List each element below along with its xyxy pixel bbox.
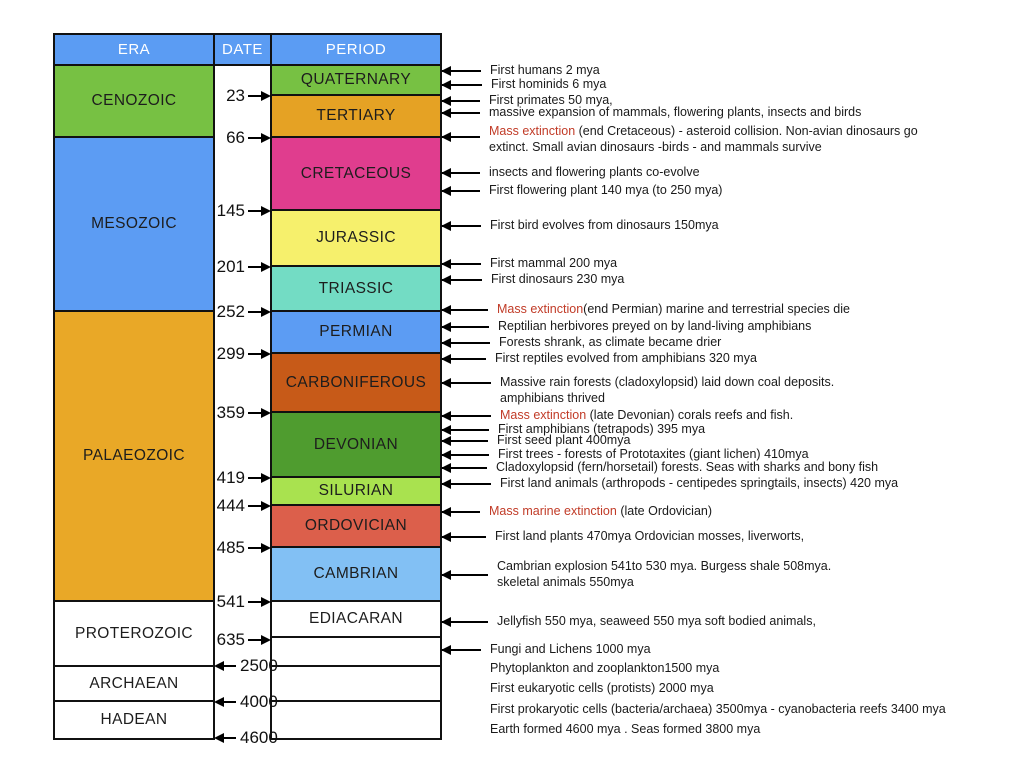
date-arrow-line xyxy=(248,477,261,479)
annotation-line: Mass extinction (end Cretaceous) - asteroid collision. Non-avian dinosaurs go xyxy=(489,124,918,138)
annotation-line: Earth formed 4600 mya . Seas formed 3800 mya xyxy=(490,722,761,736)
annotation-red-text: Mass extinction xyxy=(500,408,590,422)
arrow-right-icon xyxy=(261,597,271,607)
date-value: 4600 xyxy=(240,728,278,747)
annotation xyxy=(500,476,898,492)
annotation-line: First seed plant 400mya xyxy=(497,433,631,447)
date-value: 419 xyxy=(216,468,245,487)
annotation xyxy=(498,319,811,335)
date-arrow-line xyxy=(248,547,261,549)
annotation-line: First flowering plant 140 mya (to 250 mya) xyxy=(489,183,723,197)
period-label: PERMIAN xyxy=(319,323,393,340)
annotation-line: First land plants 470mya Ordovician mosses, liverworts, xyxy=(495,529,805,543)
era-label: ARCHAEAN xyxy=(89,674,179,692)
annotation-red-text: Mass extinction xyxy=(489,124,579,138)
annotation-arrow-icon xyxy=(442,309,488,311)
period-cell-permian xyxy=(272,312,440,354)
period-cell-ediacaran xyxy=(272,602,440,638)
date-value: 66 xyxy=(226,128,245,147)
era-label: HADEAN xyxy=(100,711,168,728)
annotation-arrow-icon xyxy=(442,621,488,623)
date-marker-419 xyxy=(189,467,271,489)
annotation-arrow-icon xyxy=(442,326,489,328)
annotation-line: First land animals (arthropods - centipedes springtails, insects) 420 mya xyxy=(500,476,899,490)
period-label: CARBONIFEROUS xyxy=(285,373,427,391)
annotation xyxy=(489,105,861,121)
period-cell-blank xyxy=(272,667,440,702)
annotation-line: Fungi and Lichens 1000 mya xyxy=(490,642,651,656)
annotation-line: Mass extinction(end Permian) marine and terrestrial species die xyxy=(497,302,850,316)
annotation-arrow-icon xyxy=(442,511,480,513)
annotation-line: First primates 50 mya, xyxy=(489,93,613,107)
annotation-arrow-icon xyxy=(442,136,480,138)
date-arrow-line xyxy=(248,95,261,97)
date-marker-252 xyxy=(189,301,271,323)
period-label: DEVONIAN xyxy=(313,435,399,453)
arrow-right-icon xyxy=(261,473,271,483)
annotation xyxy=(489,504,712,520)
date-marker-201 xyxy=(189,256,271,278)
era-cell-archaean xyxy=(55,667,213,702)
date-header-label: DATE xyxy=(222,41,263,58)
period-cell-tertiary xyxy=(272,96,440,138)
period-label: SILURIAN xyxy=(318,482,394,499)
annotation-line: First eukaryotic cells (protists) 2000 mya xyxy=(490,681,714,695)
period-header-label: PERIOD xyxy=(325,41,387,58)
annotation-arrow-icon xyxy=(442,172,480,174)
date-value: 359 xyxy=(216,403,245,422)
annotation-arrow-icon xyxy=(442,84,482,86)
period-label: JURASSIC xyxy=(316,229,396,246)
annotation-arrow-icon xyxy=(442,574,488,576)
era-label: PALAEOZOIC xyxy=(83,447,185,464)
annotation-line: extinct. Small avian dinosaurs -birds - and mammals survive xyxy=(489,139,822,154)
annotation-line: First reptiles evolved from amphibians 320 mya xyxy=(495,351,757,365)
date-arrow-line xyxy=(248,266,261,268)
date-arrow-line xyxy=(224,665,236,667)
arrow-left-icon xyxy=(214,697,224,707)
arrow-right-icon xyxy=(261,133,271,143)
annotation xyxy=(490,661,719,677)
date-arrow-line xyxy=(248,210,261,212)
annotation xyxy=(489,124,918,155)
annotation xyxy=(490,702,946,718)
date-value: 485 xyxy=(216,538,245,557)
era-cell-mesozoic xyxy=(55,138,213,312)
annotation-line: First prokaryotic cells (bacteria/archaea) 3500mya - cyanobacteria reefs 3400 mya xyxy=(490,702,946,716)
arrow-right-icon xyxy=(261,408,271,418)
period-cell-cambrian xyxy=(272,548,440,602)
annotation-arrow-icon xyxy=(442,415,491,417)
date-value: 4000 xyxy=(240,692,278,711)
era-label: CENOZOIC xyxy=(91,92,177,109)
arrow-left-icon xyxy=(214,733,224,743)
arrow-left-icon xyxy=(214,661,224,671)
annotation-line: Cladoxylopsid (fern/horsetail) forests. Seas with sharks and bony fish xyxy=(496,460,879,474)
date-arrow-line xyxy=(248,137,261,139)
annotation-line: Reptilian herbivores preyed on by land-living amphibians xyxy=(498,319,812,333)
date-marker-485 xyxy=(189,537,271,559)
date-marker-635 xyxy=(189,629,271,651)
period-label: ORDOVICIAN xyxy=(304,517,408,534)
period-cell-triassic xyxy=(272,267,440,312)
annotation-arrow-icon xyxy=(442,382,491,384)
date-marker-66 xyxy=(189,127,271,149)
annotation-line: First trees - forests of Prototaxites (giant lichen) 410mya xyxy=(498,447,809,461)
period-cell-cretaceous xyxy=(272,138,440,211)
annotation-arrow-icon xyxy=(442,649,481,651)
period-label: CAMBRIAN xyxy=(313,565,399,582)
arrow-right-icon xyxy=(261,307,271,317)
annotation xyxy=(495,351,757,367)
period-cell-devonian xyxy=(272,413,440,478)
annotation-arrow-icon xyxy=(442,100,480,102)
date-value: 2500 xyxy=(240,656,278,675)
period-cell-quaternary xyxy=(272,66,440,96)
annotation-line: skeletal animals 550mya xyxy=(497,574,634,589)
date-arrow-line xyxy=(248,505,261,507)
annotation-line: Forests shrank, as climate became drier xyxy=(499,335,722,349)
annotation-line: First amphibians (tetrapods) 395 mya xyxy=(498,422,706,436)
date-marker-444 xyxy=(189,495,271,517)
period-cell-blank xyxy=(272,702,440,738)
date-value: 145 xyxy=(216,201,245,220)
annotation xyxy=(499,335,721,351)
date-marker-541 xyxy=(189,591,271,613)
arrow-right-icon xyxy=(261,91,271,101)
date-header xyxy=(215,33,270,66)
period-cell-blank xyxy=(272,638,440,667)
date-arrow-line xyxy=(224,701,236,703)
era-cell-hadean xyxy=(55,702,213,738)
annotation-arrow-icon xyxy=(442,467,487,469)
arrow-right-icon xyxy=(261,262,271,272)
era-label: MESOZOIC xyxy=(91,215,177,232)
annotation-red-text: Mass marine extinction xyxy=(489,504,621,518)
arrow-right-icon xyxy=(261,349,271,359)
era-header-label: ERA xyxy=(117,41,151,58)
date-marker-4600 xyxy=(214,727,278,749)
arrow-right-icon xyxy=(261,543,271,553)
annotation-arrow-icon xyxy=(442,112,480,114)
period-column xyxy=(270,33,442,740)
date-arrow-line xyxy=(248,412,261,414)
annotation-arrow-icon xyxy=(442,342,490,344)
period-cell-ordovician xyxy=(272,506,440,548)
period-label: CRETACEOUS xyxy=(300,164,412,182)
date-marker-2500 xyxy=(214,655,278,677)
date-marker-23 xyxy=(189,85,271,107)
arrow-right-icon xyxy=(261,501,271,511)
annotation-arrow-icon xyxy=(442,225,481,227)
date-value: 444 xyxy=(216,496,245,515)
annotation-arrow-icon xyxy=(442,70,481,72)
date-value: 252 xyxy=(216,302,245,321)
annotation-line: Massive rain forests (cladoxylopsid) laid down coal deposits. xyxy=(500,375,835,389)
annotation xyxy=(491,77,606,93)
annotation xyxy=(491,272,624,288)
arrow-right-icon xyxy=(261,635,271,645)
period-header xyxy=(272,35,440,66)
annotation-red-text: Mass extinction xyxy=(497,302,584,316)
date-value: 299 xyxy=(216,344,245,363)
annotation-arrow-icon xyxy=(442,536,486,538)
annotation-arrow-icon xyxy=(442,263,481,265)
date-marker-145 xyxy=(189,200,271,222)
annotation-arrow-icon xyxy=(442,358,486,360)
annotation-arrow-icon xyxy=(442,429,489,431)
annotation-line: First humans 2 mya xyxy=(490,63,600,77)
annotation xyxy=(490,642,651,658)
period-cell-carboniferous xyxy=(272,354,440,413)
annotation xyxy=(496,460,878,476)
annotation xyxy=(497,302,850,318)
annotation-line: amphibians thrived xyxy=(500,390,605,405)
annotation-arrow-icon xyxy=(442,454,489,456)
annotation-line: massive expansion of mammals, flowering plants, insects and birds xyxy=(489,105,862,119)
date-value: 23 xyxy=(226,86,245,105)
annotation-line: insects and flowering plants co-evolve xyxy=(489,165,700,179)
era-header xyxy=(55,35,213,66)
annotation-arrow-icon xyxy=(442,440,488,442)
annotation-line: First dinosaurs 230 mya xyxy=(491,272,625,286)
annotation-line: Mass extinction (late Devonian) corals reefs and fish. xyxy=(500,408,794,422)
annotation-line: Jellyfish 550 mya, seaweed 550 mya soft bodied animals, xyxy=(497,614,816,628)
annotation xyxy=(489,165,700,181)
annotation xyxy=(497,559,831,590)
annotation-arrow-icon xyxy=(442,483,491,485)
date-arrow-line xyxy=(248,311,261,313)
annotation-line: First mammal 200 mya xyxy=(490,256,618,270)
date-value: 635 xyxy=(216,630,245,649)
date-value: 201 xyxy=(216,257,245,276)
annotation xyxy=(490,722,760,738)
date-marker-299 xyxy=(189,343,271,365)
annotation xyxy=(500,375,834,406)
annotation xyxy=(490,256,617,272)
arrow-right-icon xyxy=(261,206,271,216)
period-label: QUATERNARY xyxy=(300,71,412,88)
annotation xyxy=(497,614,816,630)
annotation xyxy=(489,183,722,199)
annotation-arrow-icon xyxy=(442,279,482,281)
annotation-line: Mass marine extinction (late Ordovician) xyxy=(489,504,713,518)
annotation xyxy=(490,681,714,697)
period-label: TRIASSIC xyxy=(318,279,394,297)
annotation xyxy=(490,218,719,234)
date-arrow-line xyxy=(248,639,261,641)
annotation-line: Phytoplankton and zooplankton1500 mya xyxy=(490,661,720,675)
annotation xyxy=(495,529,804,545)
period-cell-silurian xyxy=(272,478,440,506)
date-arrow-line xyxy=(248,601,261,603)
date-value: 541 xyxy=(216,592,245,611)
period-label: EDIACARAN xyxy=(308,610,404,627)
date-marker-4000 xyxy=(214,691,278,713)
period-cell-jurassic xyxy=(272,211,440,267)
annotation-arrow-icon xyxy=(442,190,480,192)
annotation-line: First bird evolves from dinosaurs 150mya xyxy=(490,218,719,232)
date-marker-359 xyxy=(189,402,271,424)
annotation-line: Cambrian explosion 541to 530 mya. Burgess shale 508mya. xyxy=(497,559,832,573)
date-arrow-line xyxy=(248,353,261,355)
date-arrow-line xyxy=(224,737,236,739)
period-label: TERTIARY xyxy=(316,107,396,124)
era-label: PROTEROZOIC xyxy=(74,624,194,642)
annotation-line: First hominids 6 mya xyxy=(491,77,607,91)
